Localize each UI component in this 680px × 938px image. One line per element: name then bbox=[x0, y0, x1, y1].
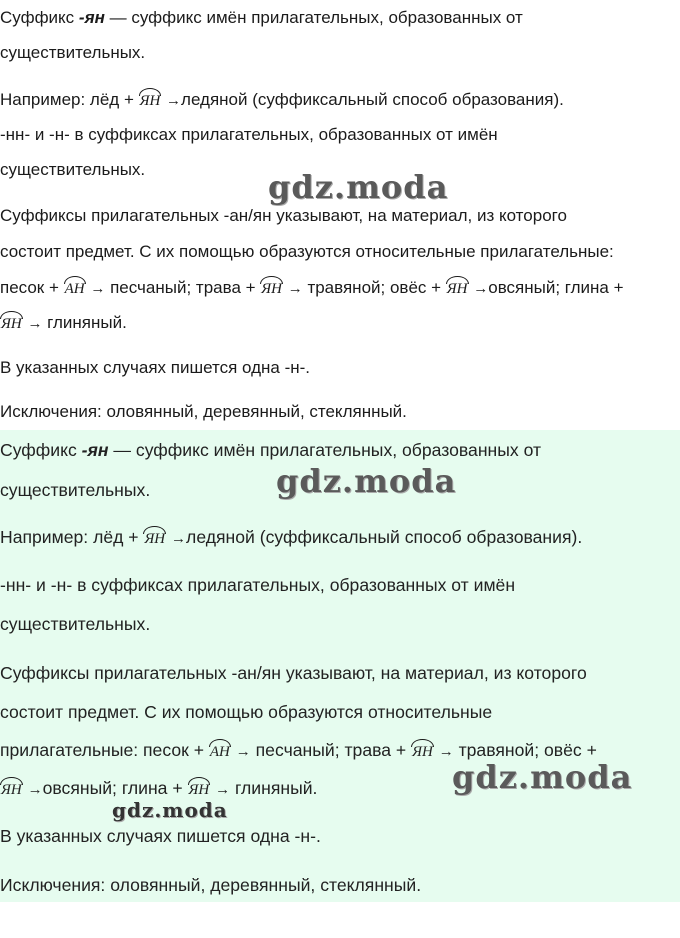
arrow-icon: → bbox=[287, 280, 303, 297]
text-line: В указанных случаях пишется одна -н-. bbox=[0, 826, 321, 846]
watermark: gdz.moda bbox=[112, 798, 228, 822]
text-span: Например: лёд + bbox=[0, 90, 139, 109]
text-span: овсяный; глина + bbox=[42, 778, 188, 798]
text-line: состоит предмет. С их помощью образуются относительные прилагательные: bbox=[0, 242, 614, 261]
text-line: существительных. bbox=[0, 480, 151, 500]
text-line bbox=[0, 8, 523, 28]
suffix-mark: ЯН bbox=[1, 782, 22, 798]
text-line bbox=[0, 278, 624, 299]
text-span: Суффикс bbox=[0, 440, 82, 460]
text-span: глиняный. bbox=[42, 313, 127, 332]
text-span: песчаный; трава + bbox=[250, 740, 412, 760]
suffix-mark: АН bbox=[209, 744, 230, 760]
text-line bbox=[0, 527, 582, 549]
text-line bbox=[0, 313, 127, 334]
text-line bbox=[0, 90, 564, 111]
text-line: Суффиксы прилагательных -ан/ян указывают, на материал, из которого bbox=[0, 663, 587, 683]
text-span: — суффикс имён прилагательных, образованных от bbox=[108, 440, 542, 460]
text-span: песчаный; трава + bbox=[105, 278, 261, 297]
text-line bbox=[0, 778, 317, 800]
suffix-mark: ЯН bbox=[139, 93, 161, 109]
arrow-icon: → bbox=[27, 315, 43, 332]
suffix-emphasis: -ян bbox=[78, 8, 105, 27]
arrow-icon: → bbox=[473, 280, 489, 297]
text-span: Суффикс bbox=[0, 8, 79, 27]
arrow-icon: → bbox=[215, 781, 231, 798]
suffix-mark: ЯН bbox=[261, 281, 282, 297]
arrow-icon: → bbox=[171, 530, 187, 547]
suffix-mark: ЯН bbox=[446, 281, 468, 297]
text-line: существительных. bbox=[0, 614, 151, 634]
text-span: овсяный; глина + bbox=[488, 278, 624, 297]
arrow-icon: → bbox=[438, 743, 454, 760]
text-span: Например: лёд + bbox=[0, 527, 144, 547]
text-line: Суффиксы прилагательных -ан/ян указывают, на материал, из которого bbox=[0, 206, 567, 225]
arrow-icon: → bbox=[166, 92, 182, 109]
text-line: -нн- и -н- в суффиксах прилагательных, образованных от имён bbox=[0, 575, 516, 595]
arrow-icon: → bbox=[90, 280, 106, 297]
text-span: — суффикс имён прилагательных, образованных от bbox=[104, 8, 523, 27]
suffix-mark: ЯН bbox=[144, 531, 166, 547]
text-line: состоит предмет. С их помощью образуются относительные bbox=[0, 702, 493, 722]
text-span: травяной; овёс + bbox=[302, 278, 446, 297]
arrow-icon: → bbox=[27, 781, 43, 798]
text-line: Исключения: оловянный, деревянный, стеклянный. bbox=[0, 402, 407, 421]
suffix-mark: ЯН bbox=[1, 316, 22, 332]
text-span: ледяной (суффиксальный способ образования). bbox=[186, 527, 583, 547]
text-span: глиняный. bbox=[230, 778, 318, 798]
text-line: В указанных случаях пишется одна -н-. bbox=[0, 358, 311, 377]
text-span: ледяной (суффиксальный способ образования). bbox=[181, 90, 564, 109]
text-line: существительных. bbox=[0, 43, 146, 62]
suffix-mark: ЯН bbox=[412, 744, 433, 760]
text-line: существительных. bbox=[0, 160, 146, 179]
watermark: gdz.moda bbox=[268, 168, 449, 206]
text-span: песок + bbox=[0, 278, 64, 297]
text-line: -нн- и -н- в суффиксах прилагательных, образованных от имён bbox=[0, 125, 498, 144]
watermark: gdz.moda bbox=[452, 758, 633, 796]
suffix-mark: ЯН bbox=[188, 782, 210, 798]
text-line bbox=[0, 440, 541, 460]
suffix-mark: АН bbox=[64, 281, 85, 297]
text-span: прилагательные: песок + bbox=[0, 740, 209, 760]
text-span: травяной; овёс + bbox=[453, 740, 597, 760]
watermark: gdz.moda bbox=[276, 462, 457, 500]
arrow-icon: → bbox=[235, 743, 251, 760]
suffix-emphasis: -ян bbox=[81, 440, 109, 460]
text-line: Исключения: оловянный, деревянный, стеклянный. bbox=[0, 875, 422, 895]
